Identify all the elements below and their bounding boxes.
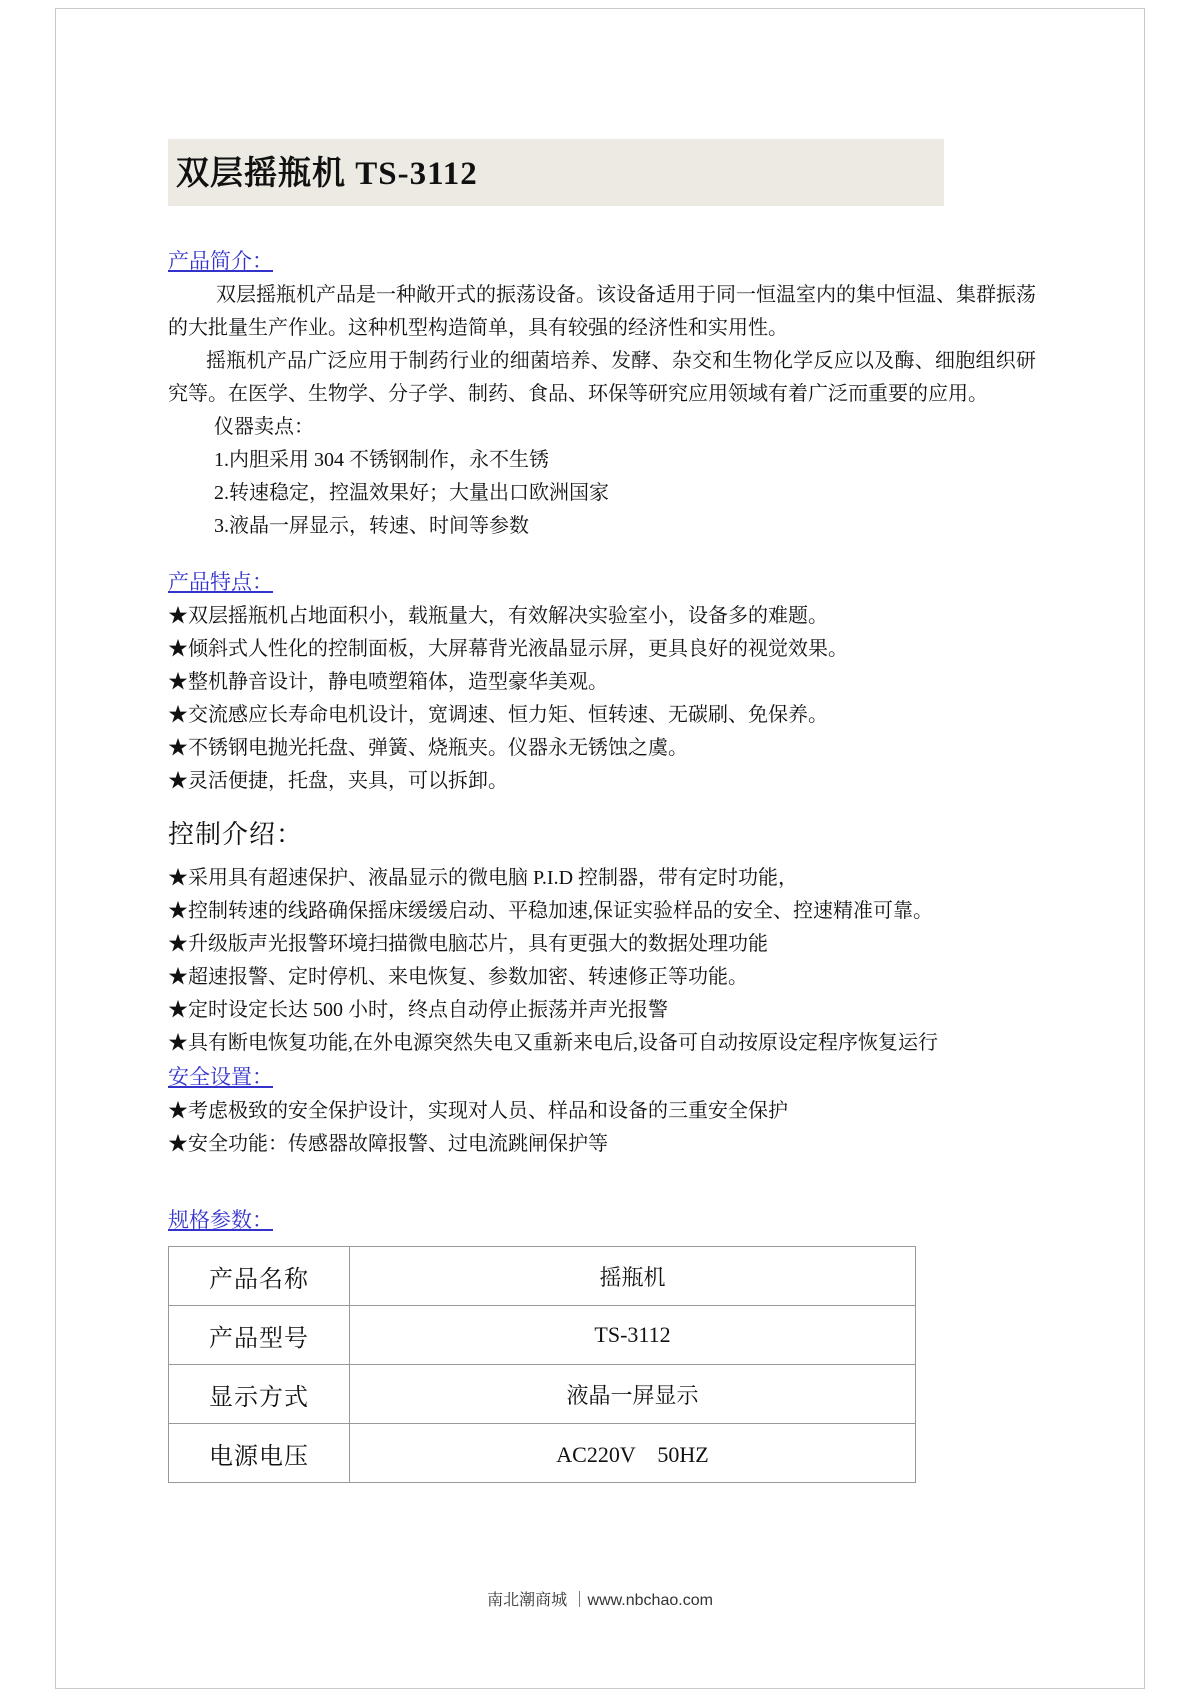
features-list <box>168 600 1036 798</box>
selling-point-item: 2.转速稳定，控温效果好；大量出口欧洲国家 <box>214 482 609 504</box>
spec-label-cell: 产品名称 <box>169 1247 350 1306</box>
spec-value-cell: 摇瓶机 <box>350 1247 916 1306</box>
spec-label-cell: 电源电压 <box>169 1424 350 1483</box>
feature-item: ★不锈钢电抛光托盘、弹簧、烧瓶夹。仪器永无锈蚀之虞。 <box>168 737 688 759</box>
safety-item: ★考虑极致的安全保护设计，实现对人员、样品和设备的三重安全保护 <box>168 1100 788 1122</box>
document-page <box>55 8 1145 1689</box>
spec-value-cell: 液晶一屏显示 <box>350 1365 916 1424</box>
safety-list <box>168 1095 1036 1161</box>
spec-label-cell: 显示方式 <box>169 1365 350 1424</box>
selling-points-label: 仪器卖点： <box>214 416 314 438</box>
page-footer: 南北潮商城 ｜www.nbchao.com <box>487 1592 713 1609</box>
intro-paragraph-1: 双层摇瓶机产品是一种敞开式的振荡设备。该设备适用于同一恒温室内的集中恒温、集群振荡的大批量生产作业。这种机型构造简单，具有较强的经济性和实用性。 <box>168 284 1036 339</box>
specs-table <box>168 1246 916 1483</box>
page-title: 双层摇瓶机 TS-3112 <box>176 156 478 192</box>
spec-value-cell: AC220V 50HZ <box>350 1424 916 1483</box>
section-heading-intro: 产品简介： <box>168 249 273 273</box>
selling-point-item: 3.液晶一屏显示，转速、时间等参数 <box>214 515 529 537</box>
spec-label-cell: 产品型号 <box>169 1306 350 1365</box>
safety-item: ★安全功能：传感器故障报警、过电流跳闸保护等 <box>168 1133 608 1155</box>
section-heading-safety: 安全设置： <box>168 1065 273 1089</box>
section-heading-specs: 规格参数： <box>168 1208 273 1232</box>
feature-item: ★倾斜式人性化的控制面板，大屏幕背光液晶显示屏，更具良好的视觉效果。 <box>168 638 848 660</box>
control-item: ★升级版声光报警环境扫描微电脑芯片，具有更强大的数据处理功能 <box>168 933 768 955</box>
selling-points-block <box>168 411 1036 543</box>
control-item: ★定时设定长达 500 小时，终点自动停止振荡并声光报警 <box>168 999 668 1021</box>
section-heading-features: 产品特点： <box>168 570 273 594</box>
selling-point-item: 1.内胆采用 304 不锈钢制作，永不生锈 <box>214 449 549 471</box>
control-item: ★超速报警、定时停机、来电恢复、参数加密、转速修正等功能。 <box>168 966 748 988</box>
control-item: ★具有断电恢复功能,在外电源突然失电又重新来电后,设备可自动按原设定程序恢复运行 <box>168 1032 938 1054</box>
table-row <box>169 1306 916 1365</box>
spec-value-cell: TS-3112 <box>350 1306 916 1365</box>
feature-item: ★整机静音设计，静电喷塑箱体，造型豪华美观。 <box>168 671 608 693</box>
feature-item: ★交流感应长寿命电机设计，宽调速、恒力矩、恒转速、无碳刷、免保养。 <box>168 704 828 726</box>
feature-item: ★双层摇瓶机占地面积小，载瓶量大，有效解决实验室小，设备多的难题。 <box>168 605 828 627</box>
table-row <box>169 1365 916 1424</box>
table-row <box>169 1424 916 1483</box>
feature-item: ★灵活便捷，托盘，夹具，可以拆卸。 <box>168 770 508 792</box>
page-title-bar <box>168 139 944 206</box>
section-heading-control: 控制介绍： <box>168 820 304 849</box>
control-item: ★采用具有超速保护、液晶显示的微电脑 P.I.D 控制器，带有定时功能， <box>168 867 799 889</box>
table-row <box>169 1247 916 1306</box>
control-list <box>168 862 1036 1060</box>
control-item: ★控制转速的线路确保摇床缓缓启动、平稳加速,保证实验样品的安全、控速精准可靠。 <box>168 900 933 922</box>
intro-paragraph-2: 摇瓶机产品广泛应用于制药行业的细菌培养、发酵、杂交和生物化学反应以及酶、细胞组织研究等。在医学、生物学、分子学、制药、食品、环保等研究应用领域有着广泛而重要的应用。 <box>168 350 1036 405</box>
